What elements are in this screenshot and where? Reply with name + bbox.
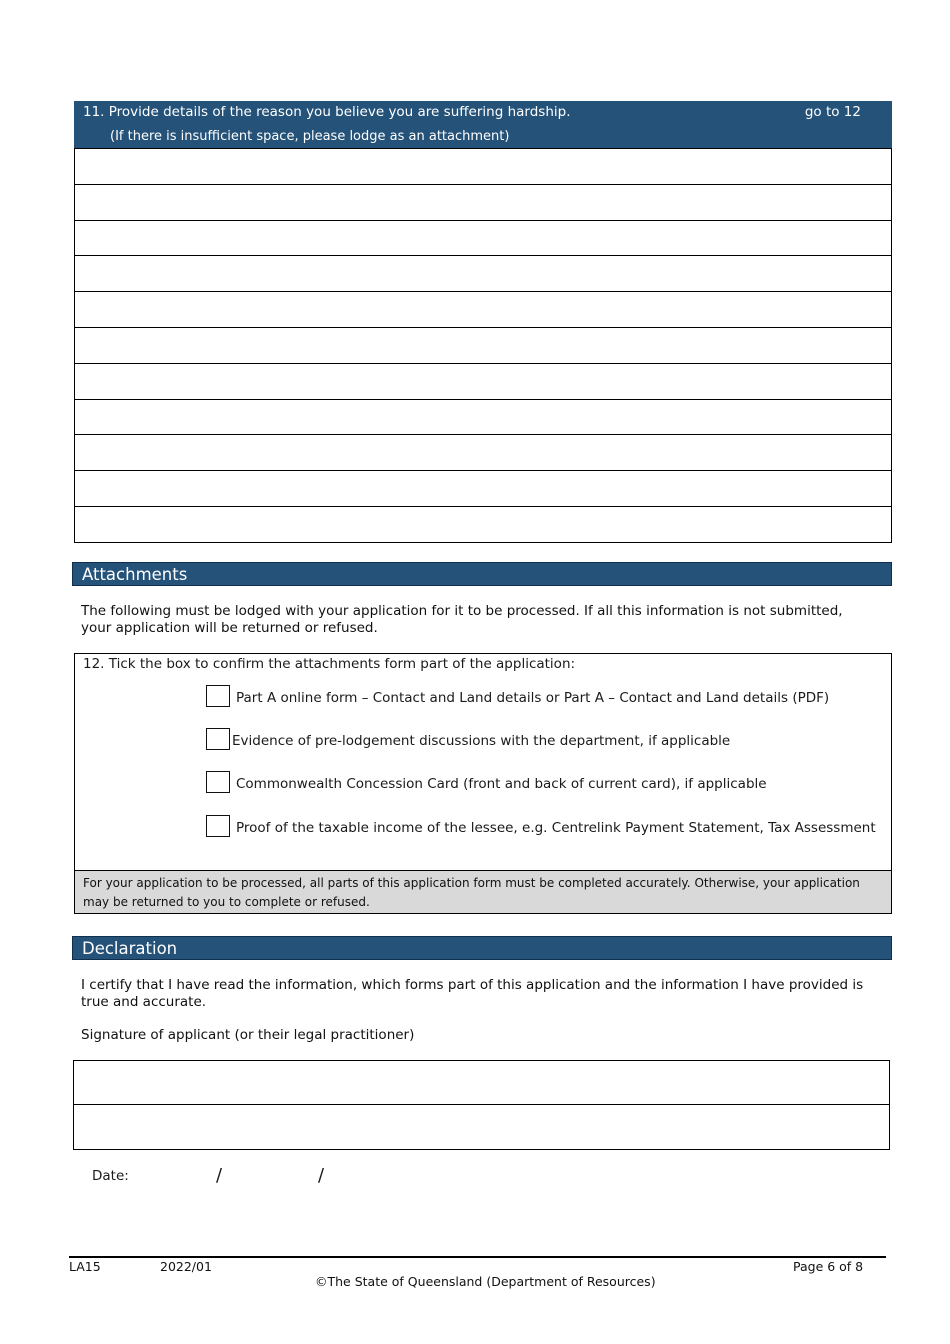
attachment-label: Proof of the taxable income of the lessee, e.g. Centrelink Payment Statement, Tax Assessment bbox=[236, 820, 876, 836]
attachments-intro: The following must be lodged with your application for it to be processed. If all this information is not submitted, your application will be returned or refused. bbox=[81, 603, 843, 636]
attachment-item-taxable-income bbox=[206, 815, 876, 837]
processing-notice: For your application to be processed, all parts of this application form must be completed accurately. Otherwise, your application may be returned to you to complete or refused. bbox=[75, 870, 891, 913]
answer-line[interactable] bbox=[75, 184, 891, 220]
answer-line[interactable] bbox=[75, 399, 891, 435]
attachment-item-pre-lodgement bbox=[206, 728, 730, 750]
answer-line[interactable] bbox=[75, 434, 891, 470]
declaration-heading: Declaration bbox=[72, 936, 892, 960]
goto-12-link: go to 12 bbox=[804, 104, 861, 120]
declaration-certify: I certify that I have read the information, which forms part of this application and the information I have provided is true and accurate. bbox=[81, 977, 864, 1010]
answer-line[interactable] bbox=[75, 327, 891, 363]
date-label: Date: bbox=[92, 1168, 129, 1184]
answer-line[interactable] bbox=[75, 506, 891, 542]
question-12-title: 12. Tick the box to confirm the attachments form part of the application: bbox=[83, 656, 576, 672]
answer-line[interactable] bbox=[75, 148, 891, 184]
date-separator: / bbox=[318, 1165, 325, 1186]
attachment-item-part-a bbox=[206, 685, 829, 707]
attachment-label: Part A online form – Contact and Land details or Part A – Contact and Land details (PDF) bbox=[236, 690, 830, 706]
answer-line[interactable] bbox=[75, 291, 891, 327]
question-11 bbox=[74, 101, 892, 543]
answer-line[interactable] bbox=[75, 220, 891, 256]
question-12 bbox=[74, 653, 892, 914]
attachments-heading: Attachments bbox=[72, 562, 892, 586]
signature-row[interactable] bbox=[74, 1105, 889, 1149]
answer-line[interactable] bbox=[75, 255, 891, 291]
form-version: 2022/01 bbox=[160, 1259, 212, 1274]
question-11-title: 11. Provide details of the reason you believe you are suffering hardship. bbox=[83, 104, 571, 120]
checkbox-part-a[interactable] bbox=[206, 685, 230, 707]
checkbox-concession-card[interactable] bbox=[206, 771, 230, 793]
date-separator: / bbox=[216, 1165, 223, 1186]
checkbox-taxable-income[interactable] bbox=[206, 815, 230, 837]
answer-line[interactable] bbox=[75, 470, 891, 506]
copyright: ©The State of Queensland (Department of Resources) bbox=[315, 1274, 656, 1289]
attachment-label: Commonwealth Concession Card (front and back of current card), if applicable bbox=[236, 776, 767, 792]
question-11-header bbox=[74, 101, 892, 148]
checkbox-pre-lodgement[interactable] bbox=[206, 728, 230, 750]
footer-divider bbox=[69, 1256, 886, 1258]
hardship-details-area[interactable] bbox=[74, 148, 892, 543]
question-11-note: (If there is insufficient space, please lodge as an attachment) bbox=[110, 129, 510, 144]
signature-label: Signature of applicant (or their legal practitioner) bbox=[81, 1027, 415, 1043]
attachment-item-concession-card bbox=[206, 771, 767, 793]
answer-line[interactable] bbox=[75, 363, 891, 399]
signature-row[interactable] bbox=[74, 1061, 889, 1105]
attachment-label: Evidence of pre-lodgement discussions with the department, if applicable bbox=[232, 733, 731, 749]
signature-box[interactable] bbox=[73, 1060, 890, 1150]
page-number: Page 6 of 8 bbox=[793, 1259, 864, 1274]
form-code: LA15 bbox=[69, 1259, 101, 1274]
